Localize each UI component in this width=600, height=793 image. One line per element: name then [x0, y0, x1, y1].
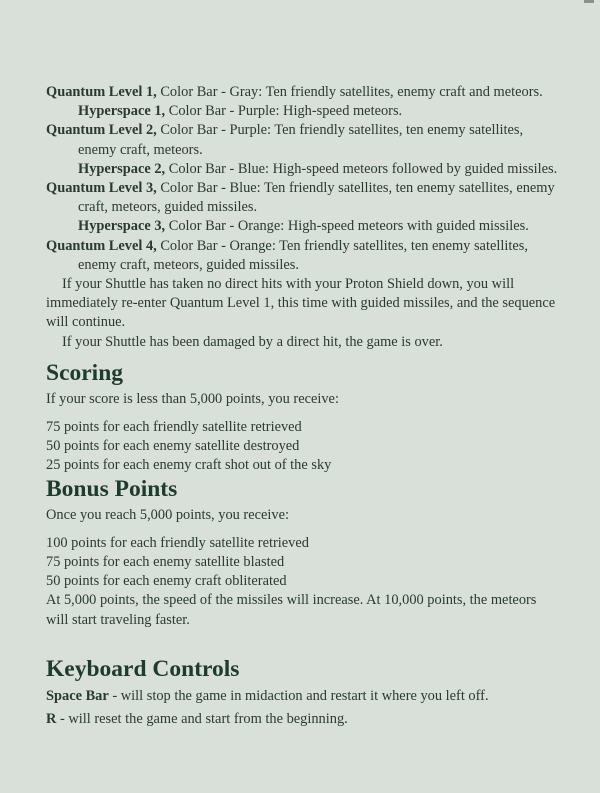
level-entry-quantum-1	[46, 83, 562, 102]
level-label: Quantum Level 2,	[46, 122, 157, 139]
level-description: Color Bar - Purple: High-speed meteors.	[165, 103, 403, 120]
level-label: Hyperspace 3,	[78, 218, 166, 235]
level-description: Color Bar - Gray: Ten friendly satellites, enemy craft and meteors.	[156, 84, 543, 100]
bonus-note: At 5,000 points, the speed of the missiles will increase. At 10,000 points, the meteors will start traveling faster.	[46, 592, 537, 628]
bonus-heading: Bonus Points	[46, 475, 178, 502]
level-entry-quantum-3	[46, 179, 562, 217]
keyboard-heading: Keyboard Controls	[46, 655, 240, 682]
scoring-item: 50 points for each enemy satellite destroyed	[46, 438, 300, 455]
bonus-item: 50 points for each enemy craft obliterated	[46, 573, 287, 590]
level-entry-hyperspace-3	[46, 217, 562, 236]
control-description: - will stop the game in midaction and restart it where you left off.	[108, 687, 489, 704]
scoring-intro: If your score is less than 5,000 points, you receive:	[46, 390, 339, 407]
game-over-paragraph: If your Shuttle has been damaged by a direct hit, the game is over.	[62, 333, 443, 350]
level-entry-quantum-4	[46, 237, 562, 275]
scoring-item: 75 points for each friendly satellite retrieved	[46, 419, 302, 436]
page-corner-mark	[584, 0, 594, 3]
sequence-paragraph: If your Shuttle has taken no direct hits with your Proton Shield down, you will immediately re-enter Quantum Level 1, this time with guided missiles, and the sequence will continue.	[46, 276, 556, 331]
level-description: Color Bar - Blue: High-speed meteors followed by guided missiles.	[165, 160, 558, 177]
level-entry-quantum-2	[46, 121, 562, 159]
level-description: Color Bar - Blue: Ten friendly satellites, ten enemy satellites, enemy craft, meteors, guided missiles.	[78, 180, 555, 216]
level-description: Color Bar - Purple: Ten friendly satellites, ten enemy satellites, enemy craft, meteors.	[78, 122, 524, 158]
level-entry-hyperspace-2	[46, 160, 562, 179]
bonus-intro: Once you reach 5,000 points, you receive:	[46, 506, 289, 523]
level-description: Color Bar - Orange: High-speed meteors with guided missiles.	[165, 218, 529, 235]
level-entry-hyperspace-1	[46, 102, 562, 121]
bonus-item: 75 points for each enemy satellite blasted	[46, 554, 285, 571]
level-label: Quantum Level 3,	[46, 180, 157, 197]
control-key: R	[46, 711, 57, 728]
level-label: Hyperspace 2,	[78, 160, 166, 177]
control-key: Space Bar	[46, 687, 109, 704]
control-entry-space-bar	[46, 687, 562, 706]
bonus-item: 100 points for each friendly satellite retrieved	[46, 534, 309, 551]
level-description: Color Bar - Orange: Ten friendly satellites, ten enemy satellites, enemy craft, meteors, guided missiles.	[78, 237, 528, 273]
level-label: Hyperspace 1,	[78, 103, 166, 120]
level-label: Quantum Level 1,	[46, 84, 157, 100]
scoring-item: 25 points for each enemy craft shot out of the sky	[46, 457, 332, 474]
control-entry-r	[46, 710, 562, 729]
manual-page	[46, 83, 562, 729]
control-description: - will reset the game and start from the beginning.	[56, 711, 348, 728]
level-label: Quantum Level 4,	[46, 237, 157, 254]
scoring-heading: Scoring	[46, 359, 124, 386]
